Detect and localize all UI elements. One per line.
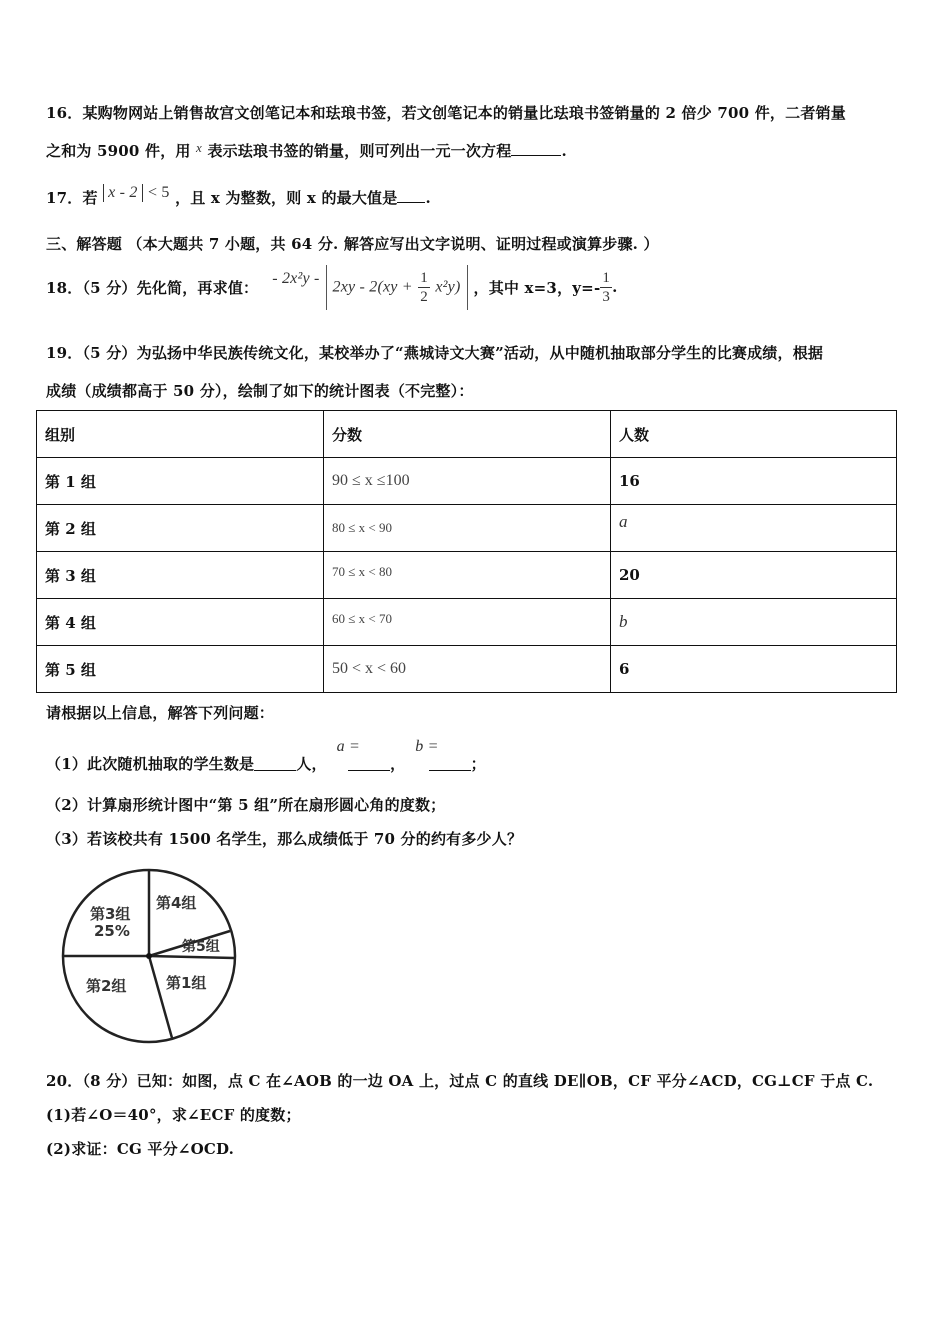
row-group: 第 5 组	[37, 646, 324, 693]
q19-sub1-b-var: b =	[415, 738, 439, 755]
header-group: 组别	[37, 411, 324, 458]
pie-label-g3: 第3组	[90, 905, 131, 923]
q16-line2	[46, 140, 567, 161]
q19-sub1-blank2	[348, 769, 390, 771]
q18-y-den: 3	[602, 288, 611, 305]
q17	[46, 184, 431, 208]
row-count: 16	[611, 458, 897, 505]
table-header-row	[37, 411, 897, 458]
q19-line1: 19．（5 分）为弘扬中华民族传统文化，某校举办了“燕城诗文大赛”活动，从中随机抽取部分学生的比赛成绩，根据	[46, 344, 824, 362]
q16-line1: 16．某购物网站上销售故宫文创笔记本和珐琅书签，若文创笔记本的销量比珐琅书签销量的 2 倍少 700 件，二者销量	[46, 104, 846, 122]
row-group: 第 1 组	[37, 458, 324, 505]
q19-sub2: （2）计算扇形统计图中“第 5 组”所在扇形圆心角的度数；	[46, 796, 446, 814]
row-count-var: a	[619, 512, 628, 531]
q18-frac-den: 2	[420, 288, 428, 305]
q16-text-a: 之和为 5900 件，用	[46, 142, 191, 160]
q18-cond: ，其中 x=3，y=-	[473, 278, 601, 297]
q17-abs	[103, 184, 142, 202]
q18-end: .	[612, 278, 618, 296]
q19-line2: 成绩（成绩都高于 50 分），绘制了如下的统计图表（不完整）：	[46, 382, 474, 400]
q19-sub1-b: 人，	[296, 755, 327, 773]
pie-label-g2: 第2组	[86, 977, 127, 995]
pie-label-g1: 第1组	[166, 974, 207, 992]
row-count: 6	[611, 646, 897, 693]
q18-frac-half	[418, 269, 430, 306]
pie-label-g4: 第4组	[156, 894, 197, 912]
q17-prefix: 17．若	[46, 189, 98, 207]
q19-sub1	[46, 734, 486, 774]
header-count: 人数	[611, 411, 897, 458]
q18-frac-y	[600, 269, 612, 306]
row-range	[324, 599, 611, 646]
q18-prefix: 18．（5 分）先化简，再求值：	[46, 278, 259, 297]
row-range-text: 60 ≤ x < 70	[332, 611, 392, 626]
table-row	[37, 646, 897, 693]
q18-bracket	[326, 265, 468, 310]
q18	[46, 262, 618, 312]
table-row	[37, 505, 897, 552]
q16-text-c: .	[561, 142, 567, 160]
row-range: 80 ≤ x < 90	[324, 505, 611, 552]
q19-sub1-d: ；	[470, 755, 486, 773]
q18-expr-b: 2xy - 2(xy +	[332, 278, 413, 295]
table-row	[37, 458, 897, 505]
section-3-heading: 三、解答题 （本大题共 7 小题，共 64 分. 解答应写出文字说明、证明过程或演算步骤. ）	[46, 235, 659, 253]
stats-table	[36, 410, 897, 693]
q16-text-b: 表示珐琅书签的销量，则可列出一元一次方程	[207, 142, 512, 160]
row-range: 50 < x < 60	[324, 646, 611, 693]
q18-y-num: 1	[602, 269, 611, 286]
row-group: 第 3 组	[37, 552, 324, 599]
q19-sub1-c: ，	[390, 755, 406, 773]
q19-sub1-blank3	[429, 769, 471, 771]
row-count-var: b	[619, 612, 628, 631]
table-row	[37, 552, 897, 599]
q17-end: .	[425, 189, 431, 207]
pie-center	[146, 953, 152, 959]
row-range: 90 ≤ x ≤100	[324, 458, 611, 505]
q18-frac-num: 1	[420, 269, 428, 286]
q17-abs-expr: x - 2	[108, 184, 138, 201]
row-group: 第 2 组	[37, 505, 324, 552]
row-count	[611, 505, 897, 552]
q16-blank	[511, 154, 561, 156]
pie-label-g3-pct: 25%	[94, 922, 130, 940]
q20-line2: (1)若∠O＝40°，求∠ECF 的度数；	[46, 1106, 301, 1124]
row-count	[611, 599, 897, 646]
row-count: 20	[611, 552, 897, 599]
row-range-text: 70 ≤ x < 80	[332, 564, 392, 579]
q18-expr-a: - 2x²y -	[272, 270, 320, 287]
row-range	[324, 552, 611, 599]
q19-sub1-blank1	[254, 769, 296, 771]
q19-sub3: （3）若该校共有 1500 名学生，那么成绩低于 70 分的约有多少人？	[46, 830, 523, 848]
q17-ineq: < 5	[148, 184, 170, 201]
table-row	[37, 599, 897, 646]
pie-chart	[56, 866, 246, 1046]
q20-line3: (2)求证：CG 平分∠OCD.	[46, 1140, 235, 1158]
q17-blank	[397, 201, 425, 203]
q19-sub1-a-var: a =	[336, 738, 361, 755]
header-score: 分数	[324, 411, 611, 458]
row-group: 第 4 组	[37, 599, 324, 646]
pie-label-g5: 第5组	[182, 939, 220, 955]
q18-expr-c: x²y)	[435, 278, 461, 295]
q16-var: x	[196, 140, 203, 155]
q20-line1: 20．（8 分）已知：如图，点 C 在∠AOB 的一边 OA 上，过点 C 的直线 DE∥OB，CF 平分∠ACD，CG⊥CF 于点 C.	[46, 1072, 874, 1090]
q19-intro: 请根据以上信息，解答下列问题：	[46, 704, 275, 722]
q19-sub1-a: （1）此次随机抽取的学生数是	[46, 755, 255, 773]
q17-suffix: ，且 x 为整数，则 x 的最大值是	[175, 189, 398, 207]
